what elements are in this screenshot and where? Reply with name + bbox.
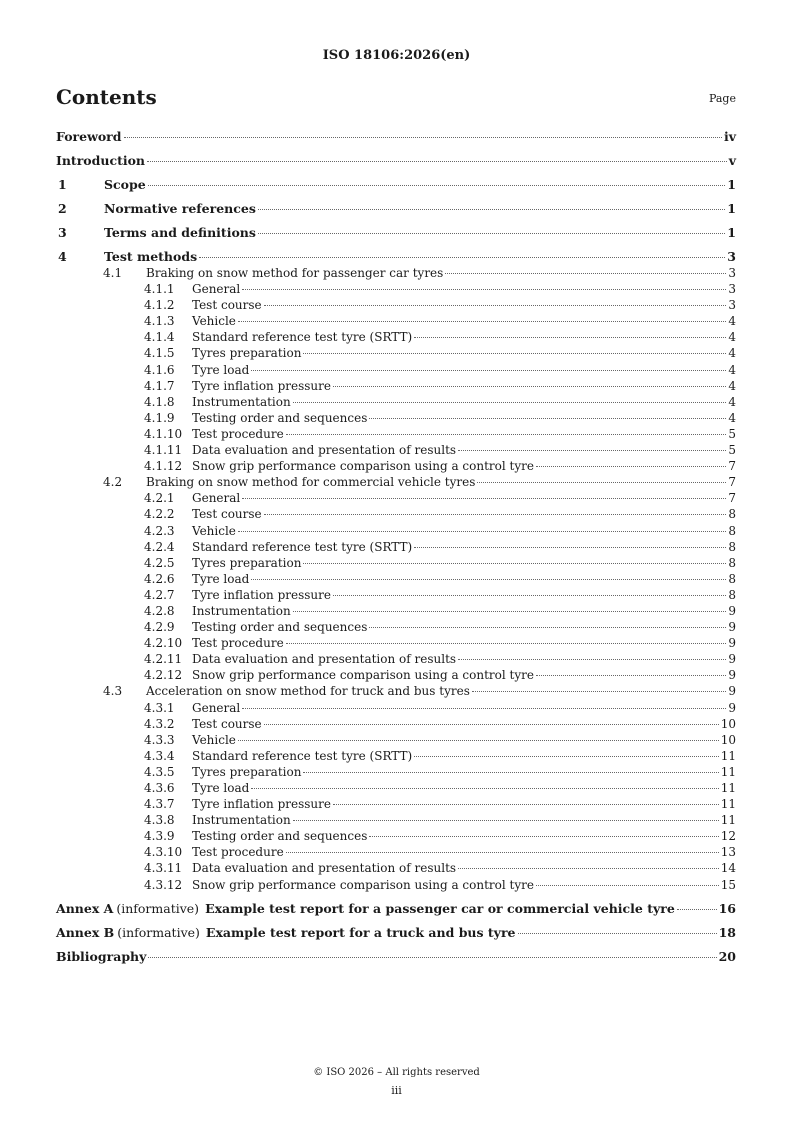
toc-entry-number: 4.1.8 (144, 394, 175, 409)
toc-entry-number: 4.1.10 (144, 426, 183, 441)
toc-entry[interactable] (56, 426, 736, 442)
toc-entry[interactable] (56, 619, 736, 635)
toc-leader-dots (458, 868, 719, 869)
toc-page-number: v (728, 153, 736, 168)
toc-leader-dots (303, 563, 726, 564)
toc-entry-number: 4.1.3 (144, 314, 175, 329)
toc-entry[interactable] (56, 329, 736, 345)
toc-entry-number: 4.3.7 (144, 797, 175, 812)
copyright-footer: © ISO 2026 – All rights reserved (313, 1067, 480, 1078)
toc-entry[interactable] (56, 780, 736, 796)
toc-leader-dots (124, 137, 722, 138)
toc-entry[interactable] (56, 410, 736, 426)
toc-entry[interactable] (56, 877, 736, 893)
toc-page-number: 5 (728, 426, 736, 441)
toc-page-number: 9 (728, 700, 736, 715)
document-header: ISO 18106:2026(en) (322, 48, 471, 63)
toc-entry-number: 4.2.12 (144, 668, 183, 683)
toc-entry-number: 3 (58, 225, 67, 240)
toc-entry-number: 4.1.6 (144, 362, 175, 377)
toc-entry[interactable] (56, 490, 736, 506)
toc-entry-label: Standard reference test tyre (SRTT) (192, 330, 413, 345)
toc-entry[interactable] (56, 716, 736, 732)
toc-entry-number: 2 (58, 201, 67, 216)
toc-entry-label: Terms and definitions (104, 225, 256, 240)
toc-entry[interactable] (56, 153, 736, 169)
toc-page-number: 9 (728, 652, 736, 667)
toc-entry[interactable] (56, 474, 736, 490)
toc-leader-dots (518, 933, 717, 934)
toc-page-number: 10 (720, 716, 736, 731)
toc-page-number: 4 (728, 346, 736, 361)
toc-entry-label: Scope (104, 177, 146, 192)
toc-page-number: 8 (728, 539, 736, 554)
toc-entry-label: Tyre inflation pressure (192, 378, 331, 393)
toc-leader-dots (242, 708, 726, 709)
toc-page-number: 4 (728, 410, 736, 425)
toc-leader-dots (445, 273, 726, 274)
toc-leader-dots (414, 547, 726, 548)
toc-leader-dots (369, 418, 726, 419)
toc-entry-number: 4.1.5 (144, 346, 175, 361)
toc-annex-id: Annex B (56, 924, 115, 940)
toc-leader-dots (238, 321, 726, 322)
toc-entry-label: Vehicle (192, 523, 236, 538)
toc-entry-number: 4.2.10 (144, 636, 183, 651)
toc-leader-dots (238, 531, 726, 532)
toc-entry-label: Vehicle (192, 314, 236, 329)
toc-page-number: 11 (720, 764, 736, 779)
toc-entry-label: General (192, 491, 241, 506)
toc-leader-dots (458, 450, 726, 451)
toc-page-number: 3 (728, 282, 736, 297)
toc-entry-label: Test procedure (192, 636, 284, 651)
toc-leader-dots (472, 691, 727, 692)
toc-page-number: 1 (727, 201, 736, 216)
toc-entry-number: 4.2.4 (144, 539, 175, 554)
toc-entry-label: Test course (192, 716, 262, 731)
toc-page-number: 11 (720, 781, 736, 795)
toc-entry[interactable] (56, 587, 736, 603)
toc-entry[interactable] (56, 297, 736, 313)
toc-entry[interactable] (56, 442, 736, 458)
toc-entry-label: Testing order and sequences (192, 620, 368, 635)
contents-title: Contents (56, 85, 157, 109)
toc-entry-number: 4 (58, 249, 67, 264)
toc-page-number: 7 (728, 491, 736, 506)
toc-entry[interactable] (56, 265, 736, 281)
toc-entry[interactable] (56, 651, 736, 667)
toc-entry-number: 4.2.6 (144, 571, 175, 586)
toc-page-number: 11 (720, 797, 736, 812)
toc-page-number: 16 (718, 900, 736, 916)
toc-entry[interactable] (56, 748, 736, 764)
toc-entry-number: 4.2.7 (144, 587, 175, 602)
toc-entry-label: Tyre load (192, 362, 250, 377)
toc-entry-label: Vehicle (192, 732, 236, 747)
toc-entry-label: Foreword (56, 129, 122, 144)
toc-entry[interactable] (56, 201, 736, 217)
toc-entry-label: Instrumentation (192, 813, 291, 828)
toc-page-number: 4 (728, 394, 736, 409)
toc-entry-number: 4.1.12 (144, 459, 183, 474)
toc-annex-type: (informative) (117, 924, 200, 940)
toc-entry[interactable] (56, 732, 736, 748)
toc-entry-label: Test procedure (192, 845, 284, 860)
toc-entry-label: Tyre inflation pressure (192, 797, 331, 812)
toc-leader-dots (264, 514, 727, 515)
toc-leader-dots (477, 482, 726, 483)
toc-entry[interactable] (56, 523, 736, 539)
toc-page-number: 10 (720, 732, 736, 747)
toc-entry-label: Snow grip performance comparison using a control tyre (192, 668, 534, 683)
page-column-label: Page (708, 92, 736, 105)
toc-page-number: 18 (718, 924, 736, 940)
toc-leader-dots (258, 233, 725, 234)
toc-leader-dots (293, 611, 727, 612)
toc-entry-label: Bibliography (56, 948, 147, 964)
toc-entry[interactable] (56, 249, 736, 265)
toc-entry-label: Acceleration on snow method for truck and bus tyres (146, 684, 470, 699)
toc-leader-dots (303, 353, 726, 354)
toc-entry[interactable] (56, 362, 736, 378)
toc-entry-number: 4.3.2 (144, 716, 175, 731)
toc-entry[interactable] (56, 667, 736, 683)
toc-entry-label: Test course (192, 298, 262, 313)
toc-page-number: 13 (720, 845, 736, 860)
toc-entry-label: Tyres preparation (192, 346, 302, 361)
toc-entry-label: Example test report for a truck and bus tyre (205, 924, 516, 940)
toc-entry-label: Tyre load (192, 781, 250, 795)
toc-entry[interactable] (56, 925, 736, 941)
toc-entry[interactable] (56, 603, 736, 619)
toc-entry-label: Instrumentation (192, 394, 291, 409)
toc-leader-dots (293, 402, 727, 403)
toc-entry-label: Data evaluation and presentation of results (192, 861, 457, 876)
toc-entry[interactable] (56, 345, 736, 361)
toc-leader-dots (251, 788, 718, 789)
toc-entry-label: Data evaluation and presentation of results (192, 443, 457, 458)
toc-leader-dots (286, 852, 719, 853)
toc-entry-label: Example test report for a passenger car or commercial vehicle tyre (205, 900, 675, 916)
toc-leader-dots (303, 772, 718, 773)
toc-page-number: 8 (728, 571, 736, 586)
toc-entry-label: Snow grip performance comparison using a control tyre (192, 459, 534, 474)
toc-entry[interactable] (56, 901, 736, 917)
toc-entry-label: Braking on snow method for commercial vehicle tyres (146, 475, 476, 490)
toc-entry[interactable] (56, 129, 736, 145)
toc-leader-dots (242, 498, 726, 499)
toc-page-number: 4 (728, 330, 736, 345)
toc-page-number: 5 (728, 443, 736, 458)
toc-leader-dots (148, 957, 716, 958)
toc-leader-dots (333, 804, 719, 805)
toc-entry[interactable] (56, 458, 736, 474)
toc-entry-label: Introduction (56, 153, 146, 168)
toc-entry-label: Normative references (104, 201, 256, 216)
toc-leader-dots (369, 627, 726, 628)
toc-entry-number: 1 (58, 177, 67, 192)
toc-leader-dots (536, 675, 726, 676)
toc-leader-dots (677, 909, 717, 910)
toc-leader-dots (258, 209, 725, 210)
toc-entry[interactable] (56, 635, 736, 651)
toc-leader-dots (251, 579, 726, 580)
toc-entry-label: Tyres preparation (192, 764, 302, 779)
toc-page-number: 15 (720, 877, 736, 892)
toc-entry-label: Tyre load (192, 571, 250, 586)
toc-entry-label: Standard reference test tyre (SRTT) (192, 539, 413, 554)
toc-entry-label: Instrumentation (192, 603, 291, 618)
toc-entry-number: 4.1.2 (144, 298, 175, 313)
toc-page-number: 4 (728, 378, 736, 393)
toc-entry-number: 4.2 (103, 475, 123, 490)
toc-entry-number: 4.2.8 (144, 603, 175, 618)
toc-page-number: 20 (718, 948, 736, 964)
toc-entry-label: Standard reference test tyre (SRTT) (192, 748, 413, 763)
toc-page-number: 8 (728, 523, 736, 538)
toc-page-number: 3 (728, 266, 736, 280)
toc-leader-dots (414, 337, 726, 338)
toc-entry-label: Tyres preparation (192, 555, 302, 570)
toc-entry[interactable] (56, 860, 736, 876)
toc-page-number: 9 (728, 603, 736, 618)
toc-entry-number: 4.3.10 (144, 845, 183, 860)
toc-entry[interactable] (56, 812, 736, 828)
toc-entry-number: 4.1.11 (144, 443, 183, 458)
toc-entry-number: 4.2.9 (144, 620, 175, 635)
toc-entry-number: 4.3.9 (144, 829, 175, 844)
toc-page-number: 9 (728, 620, 736, 635)
toc-entry-label: Snow grip performance comparison using a control tyre (192, 877, 534, 892)
toc-entry[interactable] (56, 313, 736, 329)
toc-entry-number: 4.1.1 (144, 282, 175, 297)
toc-entry-number: 4.1.7 (144, 378, 175, 393)
toc-page-number: 8 (728, 587, 736, 602)
toc-page-number: 9 (728, 684, 736, 699)
toc-page-number: 1 (727, 177, 736, 192)
toc-leader-dots (333, 386, 726, 387)
toc-entry-number: 4.1.9 (144, 410, 175, 425)
toc-entry-number: 4.3.5 (144, 764, 175, 779)
toc-page-number: 8 (728, 507, 736, 522)
toc-entry[interactable] (56, 378, 736, 394)
toc-entry-number: 4.3.8 (144, 813, 175, 828)
toc-leader-dots (286, 643, 727, 644)
page-number: iii (391, 1084, 402, 1097)
toc-entry-label: General (192, 700, 241, 715)
toc-page-number: 1 (727, 225, 736, 240)
toc-entry-label: General (192, 282, 241, 297)
toc-entry-number: 4.3.1 (144, 700, 175, 715)
toc-leader-dots (199, 257, 725, 258)
toc-leader-dots (536, 466, 726, 467)
toc-page-number: 9 (728, 668, 736, 683)
toc-entry[interactable] (56, 506, 736, 522)
toc-page-number: 11 (720, 813, 736, 828)
toc-entry[interactable] (56, 844, 736, 860)
toc-entry-label: Test methods (104, 249, 198, 264)
toc-entry[interactable] (56, 949, 736, 965)
toc-leader-dots (414, 756, 719, 757)
toc-entry[interactable] (56, 828, 736, 844)
toc-leader-dots (293, 820, 719, 821)
toc-annex-type: (informative) (116, 900, 200, 916)
toc-entry-number: 4.3.3 (144, 732, 175, 747)
toc-entry[interactable] (56, 571, 736, 587)
toc-page-number: 12 (720, 829, 736, 844)
toc-leader-dots (264, 724, 719, 725)
toc-entry-number: 4.3.6 (144, 781, 175, 795)
toc-entry-label: Testing order and sequences (192, 829, 368, 844)
toc-leader-dots (148, 185, 726, 186)
toc-entry-number: 4.1 (103, 266, 123, 280)
table-of-contents (56, 129, 736, 965)
toc-page-number: 7 (728, 475, 736, 490)
toc-entry-number: 4.2.5 (144, 555, 175, 570)
toc-entry-label: Testing order and sequences (192, 410, 368, 425)
toc-page-number: iv (723, 129, 736, 144)
toc-entry-label: Test course (192, 507, 262, 522)
toc-leader-dots (251, 370, 726, 371)
toc-entry[interactable] (56, 281, 736, 297)
toc-entry-number: 4.3 (103, 684, 123, 699)
toc-entry[interactable] (56, 764, 736, 780)
toc-entry-label: Test procedure (192, 426, 284, 441)
toc-leader-dots (369, 836, 718, 837)
toc-page-number: 4 (728, 314, 736, 329)
toc-entry-number: 4.2.2 (144, 507, 175, 522)
toc-leader-dots (242, 289, 726, 290)
toc-page-number: 3 (728, 298, 736, 313)
toc-page-number: 3 (727, 249, 736, 264)
toc-entry-number: 4.3.12 (144, 877, 183, 892)
toc-entry-number: 4.2.1 (144, 491, 175, 506)
toc-page-number: 4 (728, 362, 736, 377)
toc-entry-number: 4.2.3 (144, 523, 175, 538)
toc-entry-number: 4.2.11 (144, 652, 183, 667)
toc-entry[interactable] (56, 225, 736, 241)
toc-entry[interactable] (56, 683, 736, 699)
toc-leader-dots (147, 161, 727, 162)
toc-page-number: 11 (720, 748, 736, 763)
toc-leader-dots (333, 595, 726, 596)
toc-annex-id: Annex A (56, 900, 114, 916)
toc-leader-dots (264, 305, 727, 306)
toc-entry[interactable] (56, 394, 736, 410)
toc-page-number: 14 (720, 861, 736, 876)
toc-entry-number: 4.1.4 (144, 330, 175, 345)
toc-entry[interactable] (56, 555, 736, 571)
toc-page-number: 9 (728, 636, 736, 651)
toc-page-number: 7 (728, 459, 736, 474)
toc-entry-label: Tyre inflation pressure (192, 587, 331, 602)
toc-entry[interactable] (56, 700, 736, 716)
toc-entry[interactable] (56, 539, 736, 555)
toc-entry-label: Data evaluation and presentation of results (192, 652, 457, 667)
toc-entry-number: 4.3.11 (144, 861, 183, 876)
toc-leader-dots (286, 434, 727, 435)
toc-leader-dots (536, 885, 719, 886)
toc-entry[interactable] (56, 796, 736, 812)
toc-entry-label: Braking on snow method for passenger car tyres (146, 266, 444, 280)
toc-page-number: 8 (728, 555, 736, 570)
toc-leader-dots (458, 659, 726, 660)
toc-leader-dots (238, 740, 719, 741)
toc-entry[interactable] (56, 177, 736, 193)
toc-entry-number: 4.3.4 (144, 748, 175, 763)
